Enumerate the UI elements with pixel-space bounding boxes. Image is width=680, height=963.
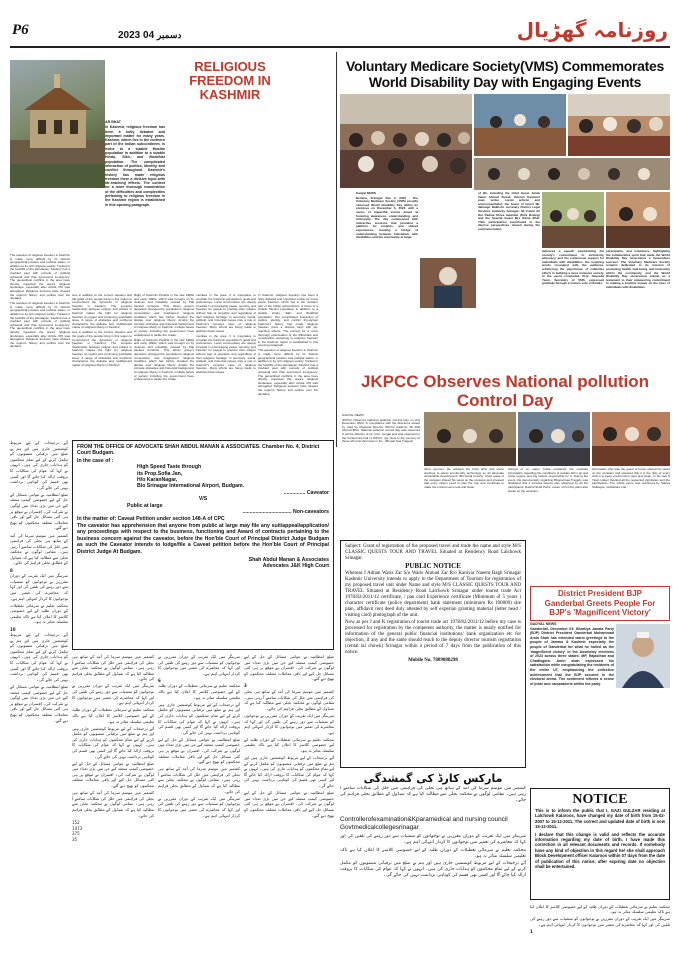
- lost-card-title: مارکس کارڈ کی گمشدگی: [363, 772, 503, 785]
- lost-card-urdu-more: [340, 834, 526, 914]
- urdu-marker-6: 6: [158, 677, 161, 683]
- urdu-col3-text-e: کشمیر میں موسم سرما کی آمد کے ساتھ ہی بجلی کی فراہمی میں خلل کی شکایات سامنے آ رہی ہیں۔ مقامی لوگوں نے محکمہ بجلی سے مطالبہ کیا ہے کہ شیڈول کے مطابق بجلی فراہم کی جائے۔: [158, 766, 240, 794]
- jkpcc-col3-text: Ahmad et al, water Colka explained the requisite information regarding the conditions of sudden fall in air and noise regime and the factors responsible for it. During the event, the documentary regarding Bhopal Gas Tragedy was displayed and 2 minutes silence was observed by all the participants. Rashid Shafi Parra, owner of hot film plant also spoke on the occasion.: [508, 468, 588, 493]
- urdu-col1-text-f: آئے ترجیحات کے لیے مربوط کوششیں جاری ہیں اور ہم نے ضلع میں ترقیاتی منصوبوں کو مکمل کرنے کے لیے تمام محکموں کو ہدایات جاری کی ہیں۔ انہوں نے کہا کہ عوام کی شکایات کا بروقت ازالہ کیا جائے گا اور کسی بھی قسم کی کوتاہی برداشت نہیں کی جائے گی۔: [10, 632, 68, 682]
- vms-event-photo-main: [340, 94, 472, 188]
- urdu-col2: [72, 654, 154, 954]
- vms-col4: [606, 250, 670, 368]
- bjp-body-text: Ganderbal, December 03: Bhartiya Janata Party (BJP) District President Ganderbal Mohammad Amin Shah has extended warm greetings to the people of Jammu & Kashmir especially the people of Ganderbal for what he hailed as the 'magnificent victory' in the Assembly elections of 2023 across three states: MP, Rajasthan and Chattisgarh. Amin shah expressed his satisfaction while congratulating the residents of the entire UT, emphasizing the collective achievement that the BJP secured in the electoral arena. The sentiment reflects a sense of pride and camaraderie within the party.: [530, 626, 614, 686]
- religious-col6: [258, 294, 318, 444]
- vms-headline: [340, 58, 670, 90]
- bjp-headline-line3: BJP's 'Magnificent Victory': [549, 608, 651, 617]
- religious-col5-text: munities in the area. It is imperative to consider the Kashmiri population's goals and preferences. Local communities are deeply invested in encouraging peace, security, and freedom for people to practice their religion without fear of prejudice and regardless of their religious heritage. In summary, social, political, and historical issues play a role in Kashmir's complex case of religious freedom. Many efforts are being made to address these issues.: [196, 294, 256, 333]
- urdu-number-a: 152: [72, 820, 80, 826]
- urdu-col3-text-b: محکمہ تعلیم نے سرمائی تعطیلات کے دوران طلبہ کے لیے خصوصی کلاسز کا اعلان کیا ہے تاکہ تعلیمی سلسلہ متاثر نہ ہو۔: [158, 683, 240, 700]
- religious-headline-line1: RELIGIOUS: [194, 59, 266, 74]
- jkpcc-col4-text: information who was the guest of honor shared his views on the occasion and stressed that it is the duty of every citizen to keep environment neat and clean. In the last S Yasin Lafeer thanked all the respected dignitaries and the participants. The whole event was anchored by Sakiya Shafayee, Gulbaharu Lott.: [592, 468, 670, 489]
- urdu-col1-text-e: محکمہ تعلیم نے سرمائی تعطیلات کے دوران طلبہ کے لیے خصوصی کلاسز کا اعلان کیا ہے تاکہ تعلیمی سلسلہ متاثر نہ ہو۔: [10, 602, 68, 625]
- religious-col2-text: The question of religious freedom in Kashmir is made more difficult by its distinct geographical location and political status, in addition to its rich religious variety. Tucked in the foothills of the Himalayas, Kashmir has a troubled past with periods of political upheaval and Pak sponsored insurgency. The geopolitical conflicts in the area have directly impacted the area's religious landscape, especially after Article 370 was abrogated. Religious tensions have shaped the region's history and politics over the decades.: [10, 254, 70, 301]
- jkpcc-headline-line1: JKPCC Observes National pollution: [360, 372, 650, 391]
- date-day: 04: [143, 30, 155, 41]
- urdu-marker-3: 3: [244, 683, 247, 689]
- lost-card-notice: [340, 772, 526, 954]
- advocate-party-line3: H/o KaranNagar,: [137, 477, 178, 484]
- masthead-rule: [10, 46, 670, 48]
- speaker-illustration: [420, 258, 476, 308]
- religious-col6-text-cont: The question of religious freedom in Kashmir is made more difficult by its distinct geographical location and political status, in addition to its rich religious variety. Tucked in the foothills of the Himalayas, Kashmir has a troubled past with periods of political upheaval and Pak sponsored insurgency. The geopolitical conflicts in the area have directly impacted the area's religious landscape, especially after Article 370 was abrogated. Religious tensions have shaped the region's history and politics over the decades.: [258, 348, 318, 396]
- tourism-public-notice: [340, 540, 526, 768]
- vms-event-photo-speaker: [420, 258, 476, 308]
- religious-col2: [10, 254, 70, 444]
- urdu-col1-text-b: ضلع انتظامیہ نے عوامی مسائل کے حل کے لیے خصوصی کیمپ منعقد کیے جن میں بڑی تعداد میں لوگوں نے شرکت کی۔ افسران نے موقع پر ہی کئی مسائل حل کیے اور باقی معاملات متعلقہ محکموں کو بھیج دیے گئے۔: [10, 491, 68, 531]
- urdu-col4-text-d: محکمہ تعلیم نے سرمائی تعطیلات کے دوران طلبہ کے لیے خصوصی کلاسز کا اعلان کیا ہے تاکہ تعلیمی سلسلہ متاثر نہ ہو۔: [244, 736, 334, 753]
- tourism-body: Whereas I Adnan Waris Zar S/o Waris Ahmad Zar R/o Kaniyar Naeem Bagh Srinagar Kashmir University intends to apply to the Department of Tourism for registration of my proposed travel unit under Name and style M/S CLASSIC QUESTS TOUR AND TRAVEL Situated at Residency Road Lalchowk Srinagar under tourist trade Act 1978/82/2011/12 certificate, / pan card Experience certificate (Minimum of 5 years ) character certificate (police department) bank statement (minimum Rs 100000) site plan, affidavit rent deed duly attested by self experian granting material (letter head / visiting card) photograph of the unit.: [345, 571, 521, 618]
- bjp-headline-line2: Ganderbal Greets People For: [544, 598, 656, 608]
- urdu-col1-text-a: آئے ترجیحات کے لیے مربوط کوششیں جاری ہیں اور ہم نے ضلع میں ترقیاتی منصوبوں کو مکمل کرنے کے لیے تمام محکموں کو ہدایات جاری کی ہیں۔ انہوں نے کہا کہ عوام کی شکایات کا بروقت ازالہ کیا جائے گا اور کسی بھی قسم کی کوتاہی برداشت نہیں کی جائے گی۔: [10, 440, 68, 490]
- religious-col3-text: cies in addition to the current situation and the goals of the people living in this region to comprehend the dynamics of religious freedom in Kashmir. The complex relationship between religion and politics in Kashmir makes the fight for religious freedom an urgent and continuing worldwide issue. A range of obstacles and problems characterize the delicate and multifaceted matter of religious liberty in Kashmir.: [72, 294, 132, 330]
- urdu-marker-8: 8: [10, 567, 13, 573]
- lost-card-body: Controllerofexamination&Kparamedical and nursing council Govtmedicalcollegesrinagar: [340, 816, 508, 831]
- religious-col5-text-cont: munities in the area. It is imperative to consider the Kashmiri population's goals and preferences. Local communities are deeply invested in encouraging peace, security, and freedom for people to practice their religion without fear of prejudice and regardless of their religious heritage. In summary, social, political, and historical issues play a role in Kashmir's complex case of religious freedom. Many efforts are being made to address these issues.: [196, 334, 256, 374]
- urdu-col4-text-a: ضلع انتظامیہ نے عوامی مسائل کے حل کے لیے خصوصی کیمپ منعقد کیے جن میں بڑی تعداد میں لوگوں نے شرکت کی۔ افسران نے موقع پر ہی کئی مسائل حل کیے اور باقی معاملات متعلقہ محکموں کو بھیج دیے گئے۔: [244, 654, 334, 682]
- advocate-party-line4: Bio Srinagar International Airport, Budgam.: [137, 483, 245, 490]
- advocate-party-line2: its Prop.Sofia Jan,: [137, 470, 183, 477]
- bjp-body: [530, 622, 614, 766]
- date-year: 2023: [118, 30, 141, 41]
- jkpcc-photo-3: [592, 412, 670, 466]
- urdu-col1: [10, 440, 68, 898]
- advocate-public: Public at large: [127, 502, 163, 509]
- religious-col2-text-cont: The question of religious freedom in Kashmir is made more difficult by its distinct geographical location and political status, in addition to its rich religious variety. Tucked in the foothills of the Himalayas, Kashmir has a troubled past with periods of political upheaval and Pak sponsored insurgency. The geopolitical conflicts in the area have directly impacted the area's religious landscape, especially after Article 370 was abrogated. Religious tensions have shaped the region's history and politics over the decades.: [10, 301, 70, 349]
- urdu-marker-1: 1: [530, 928, 533, 934]
- urdu-col2-text-a: کشمیر میں موسم سرما کی آمد کے ساتھ ہی بجلی کی فراہمی میں خلل کی شکایات سامنے آ رہی ہیں۔ مقامی لوگوں نے محکمہ بجلی سے مطالبہ کیا ہے کہ شیڈول کے مطابق بجلی فراہم کی جائے۔: [72, 654, 154, 682]
- tourism-mobile: Mobile No. 7889088298: [408, 658, 458, 663]
- dob-notice-body2: I declare that this change is valid and reflects the accurate information regarding my date of birth. I have made this correction in all relevant documents and records. If somebody have any kind of objection in this regard he/ she shall approach Block Development officer Kalaroos within 07 days from the date of publication of this notice, after expiring date no objection shall be entertained.: [535, 831, 665, 870]
- religious-col5: [196, 294, 256, 444]
- urdu-col3-text-d: ضلع انتظامیہ نے عوامی مسائل کے حل کے لیے خصوصی کیمپ منعقد کیے جن میں بڑی تعداد میں لوگوں نے شرکت کی۔ افسران نے موقع پر ہی کئی مسائل حل کیے اور باقی معاملات متعلقہ محکموں کو بھیج دیے گئے۔: [158, 736, 240, 765]
- advocate-matter: In the matter of: Caveat Petition under section 148-A of CPC: [77, 516, 225, 523]
- dob-notice-title: NOTICE: [572, 792, 628, 807]
- advocate-notice: [72, 440, 334, 650]
- page-number: P6: [12, 22, 29, 38]
- bjp-headline-box: [530, 586, 670, 621]
- religious-col1: [105, 120, 165, 270]
- vms-event-photo-guests: [568, 94, 670, 156]
- urdu-bottom-right-text-b: سرینگر میں ایک تقریب کے دوران مقررین نے نوجوانوں کو منشیات سے دور رہنے کی تلقین کی اور کہا کہ معاشرے کی تعمیر میں نوجوانوں کا کردار انتہائی اہم ہے۔: [530, 916, 670, 927]
- jkpcc-col1-text: JKPCC Observes National pollution Control Day on 2nd December 2023. In compliance with the directions issued by cited by Regional Director JKPCC Kashmir, Mr Rafi Ahmad Bhat, National pollution control day was observed in all the districts of pir, kmir, mergal and was observed in the Conference hall of JKPCC, rjpr. Here in the memory of those who lost their lives in the - Bhopal Gas Tragedy.: [342, 417, 420, 444]
- guests-illustration: [568, 94, 670, 156]
- vms-col3: [542, 250, 604, 368]
- vms-col2: [478, 192, 540, 367]
- dateline: [118, 30, 181, 41]
- jkpcc-headline-line2: Control Day: [456, 391, 554, 410]
- mosque-illustration: [10, 60, 105, 188]
- bjp-headline-line1: District President BJP: [557, 589, 643, 598]
- stage-illustration: [474, 94, 566, 156]
- religious-col3: [72, 294, 132, 444]
- advocate-party-name: High Speed Taste through: [137, 464, 202, 471]
- conference-illustration: [424, 412, 516, 466]
- advocate-body: The caveator has apprehension that anyone from public at large may file any suit/appeal/application/ any proceedings with respect to the business, functioning and Award of contracts pertaining to the business concern against the caveator, before the Hon'ble Court of Principal District Judge Budgam as such the Caveator intends to lodge/file a Caveat petition before the Hon'ble Court of Principal District Judge At Budgam.: [77, 522, 329, 555]
- urdu-col4: [244, 654, 334, 954]
- award-illustration: [606, 192, 670, 248]
- jkpcc-col1: [342, 414, 420, 536]
- dob-notice-body1: This is to inform the public that I, GAZI GULZAR residing at Lalchowk Kalaroos, have changed my date of birth from 15-02-2007 to 15-12-2011. The correct and updated date of birth is now 15-12-2011.: [535, 808, 665, 830]
- bjp-leader-photo: [616, 624, 670, 688]
- vms-col4-text: participants, and volunteers, highlighting the collaborative spirit that made the World Disability Day observance a tremendous success. The Voluntary Medicare Society remains dedicated to its mission of promoting health, well-being, and inclusivity within the community, and the World Disability Day observance stands as a testament to their unwavering commitment to making a positive impact on the lives of individuals with disabilities.: [606, 250, 670, 289]
- jkpcc-photo-1: [424, 412, 516, 466]
- religious-col4: [134, 294, 194, 444]
- religious-col4-text-cont: Right of Kashmiri Pandits in the late 1980s and early 1990s, which was brought on by violence and instability caused by Pak backed terrorists. This Hindu group's departure changed the population's religious composition and heightened religious hostilities which has further clouded the debate over religious liberty. Amidst the intricate obstacles and historical background of religious liberty in Kashmir, multiple facets of society including the government have endeavored to tackle the matter.: [134, 337, 194, 382]
- vms-event-photo-hall: [474, 158, 670, 190]
- religious-headline-line2: FREEDOM IN KASHMIR: [189, 73, 271, 102]
- urdu-col4-text-b: کشمیر میں موسم سرما کی آمد کے ساتھ ہی بجلی کی فراہمی میں خلل کی شکایات سامنے آ رہی ہیں۔ مقامی لوگوں نے محکمہ بجلی سے مطالبہ کیا ہے کہ شیڈول کے مطابق بجلی فراہم کی جائے۔: [244, 689, 334, 711]
- urdu-number-b: 1473: [72, 825, 83, 831]
- urdu-col2-text-d: آئے ترجیحات کے لیے مربوط کوششیں جاری ہیں اور ہم نے ضلع میں ترقیاتی منصوبوں کو مکمل کرنے کے لیے تمام محکموں کو ہدایات جاری کی ہیں۔ انہوں نے کہا کہ عوام کی شکایات کا بروقت ازالہ کیا جائے گا اور کسی بھی قسم کی کوتاہی برداشت نہیں کی جائے گی۔: [72, 725, 154, 759]
- vms-headline-line1: Voluntary Medicare Society(VMS) Commemorates: [346, 58, 664, 74]
- byline-name: AR BHAT: [105, 120, 121, 124]
- urdu-col3: [158, 654, 240, 954]
- vms-event-photo-award: [606, 192, 670, 248]
- urdu-col2-text-b: سرینگر میں ایک تقریب کے دوران مقررین نے نوجوانوں کو منشیات سے دور رہنے کی تلقین کی اور کہا کہ معاشرے کی تعمیر میں نوجوانوں کا کردار انتہائی اہم ہے۔: [72, 683, 154, 706]
- tourism-subject: Subject: Grant of registration of the proposed travel and trade the name and style M/S CLASSIC QUESTS TOUR AND TRAVEL Situated at Residency Road Lalchowk Srinagar: [345, 544, 521, 561]
- urdu-number-d: 35: [72, 836, 78, 842]
- vms-col1-text: Bemina, Srinagar Dec 3, 2023 - The Voluntary Medicare Society (VMS) proudly observed World Disability Day within its premises on December 3, 2023, with a series of impactful events aimed at fostering awareness, understanding, and inclusivity. The day commenced with interactive sessions that provided a platform for insights, and shared experiences, creating a bridge of understanding between individuals with disabilities and the community at large.: [356, 195, 418, 240]
- vms-headline-line2: World Disability Day with Engaging Events: [368, 74, 642, 90]
- advocate-case-label: In the case of :: [77, 457, 114, 464]
- paper-name: روزنامہ گھڑیال: [516, 18, 668, 42]
- urdu-col3-text-f: سرینگر میں ایک تقریب کے دوران مقررین نے نوجوانوں کو منشیات سے دور رہنے کی تلقین کی اور کہا کہ معاشرے کی تعمیر میں نوجوانوں کا کردار انتہائی اہم ہے۔: [158, 795, 240, 818]
- vms-event-photo-group: [542, 192, 604, 248]
- vms-col3-text: delivered a speech emphasizing the society's commitment to inclusivity, advocacy, and the continuous support for individuals with disabilities. His inspiring words resonated with the audience, reinforcing the importance of collective efforts in building a more inclusive society. In the event concluded, Prof. Naseeda Yasin, Secretary of VMS, expressed gratitude through a sincere vote of thanks.: [542, 250, 604, 286]
- religious-headline: [160, 60, 300, 102]
- jkpcc-photo-2: [518, 412, 590, 466]
- advocate-header: FROM THE OFFICE OF ADVOCATE SHAH ABDUL MANAN & ASSOCIATES. Chamber No. 4, District Court Budgam.: [77, 444, 320, 457]
- tourism-body2: Now as per J and K registration of tourist trade act 1978/82/2011/12 before my case is processed for registration by the competent authority, the matter is nearly notified for information of the general public financial institutions/ bank organization etc for objection, if any and the same should reach to the deputy director tourism registration (cental lal chowk) Srinagar within a period of 7 days from the publication of this notice.: [345, 620, 521, 655]
- urdu-col2-text-e: ضلع انتظامیہ نے عوامی مسائل کے حل کے لیے خصوصی کیمپ منعقد کیے جن میں بڑی تعداد میں لوگوں نے شرکت کی۔ افسران نے موقع پر ہی کئی مسائل حل کیے اور باقی معاملات متعلقہ محکموں کو بھیج دیے گئے۔: [72, 760, 154, 789]
- participants-illustration: [592, 412, 670, 466]
- religious-col3-text-cont: cies in addition to the current situation and the goals of the people living in this region to comprehend the dynamics of religious freedom in Kashmir. The complex relationship between religion and politics in Kashmir makes the fight for religious freedom an urgent and continuing worldwide issue. A range of obstacles and problems characterize the delicate and multifaceted matter of religious liberty in Kashmir.: [72, 330, 132, 367]
- advocate-caveator: ............... Caveator: [283, 489, 329, 496]
- advocate-versus: V/S: [198, 496, 208, 503]
- leader-portrait-illustration: [616, 624, 670, 688]
- lost-card-urdu-p3: محکمہ تعلیم نے سرمائی تعطیلات کے دوران طلبہ کے لیے خصوصی کلاسز کا اعلان کیا ہے تاکہ تعلیمی سلسلہ متاثر نہ ہو۔: [340, 847, 526, 859]
- urdu-number-c: 375: [72, 831, 80, 837]
- hall-illustration: [474, 158, 670, 190]
- urdu-col1-text-d: سرینگر میں ایک تقریب کے دوران مقررین نے نوجوانوں کو منشیات سے دور رہنے کی تلقین کی اور کہا کہ معاشرے کی تعمیر میں نوجوانوں کا کردار انتہائی اہم ہے۔: [10, 573, 68, 601]
- jkpcc-col2-text: other sources. He advised the brick kilns and stone crushers to adopt eco-friendly technology so all advocate sustainable development. Bill social forestry, Chief guest of the occasion shared his views on the occasion and stressed that every citizen need to play the role and contribute to make the environment neat and clean.: [424, 468, 504, 489]
- lost-card-urdu-text: [340, 786, 526, 814]
- religious-col6-text: In Kashmir, religious freedom has been a hotly debated and important matter for many years. Kashmir, which lies in the northern part of the Indian subcontinent, is home to a sizable Muslim population in addition to a sizable Hindu, Sikh, and Buddhist population. The complicated interaction of politics, identity, and conflict throughout Kashmir's history has made religious freedom there a divisive topic with far-reaching effects. The context for a more thorough examination of the difficulties and complexities pertaining to religious freedom in the Kashmir region is established in this opening paragraph.: [258, 294, 318, 348]
- lost-card-urdu-p4: آئے ترجیحات کے لیے مربوط کوششیں جاری ہیں اور ہم نے ضلع میں ترقیاتی منصوبوں کو مکمل کرنے کے لیے تمام محکموں کو ہدایات جاری کی ہیں۔ انہوں نے کہا کہ عوام کی شکایات کا بروقت ازالہ کیا جائے گا اور کسی بھی قسم کی کوتاہی برداشت نہیں کی جائے گی۔: [340, 861, 526, 878]
- religious-lede: In Kashmir, religious freedom has been a hotly debated and important matter for many years. Kashmir, which lies in the northern part of the Indian subcontinent, is home to a sizable Muslim population in addition to a sizable Hindu, Sikh, and Buddhist population. The complicated interaction of politics, identity, and conflict throughout Kashmir's history has made religious freedom there a divisive topic with far-reaching effects. The context for a more thorough examination of the difficulties and complexities pertaining to religious freedom in the Kashmir region is established in this opening paragraph.: [105, 125, 165, 207]
- urdu-col1-text-c: کشمیر میں موسم سرما کی آمد کے ساتھ ہی بجلی کی فراہمی میں خلل کی شکایات سامنے آ رہی ہیں۔ مقامی لوگوں نے محکمہ بجلی سے مطالبہ کیا ہے کہ شیڈول کے مطابق بجلی فراہم کی جائے۔: [10, 532, 68, 566]
- bjp-article: [530, 586, 670, 768]
- group-illustration: [542, 192, 604, 248]
- urdu-col4-text-f: ضلع انتظامیہ نے عوامی مسائل کے حل کے لیے خصوصی کیمپ منعقد کیے جن میں بڑی تعداد میں لوگوں نے شرکت کی۔ افسران نے موقع پر ہی کئی مسائل حل کیے اور باقی معاملات متعلقہ محکموں کو بھیج دیے گئے۔: [244, 790, 334, 818]
- urdu-col3-text-a: سرینگر میں ایک تقریب کے دوران مقررین نے نوجوانوں کو منشیات سے دور رہنے کی تلقین کی اور کہا کہ معاشرے کی تعمیر میں نوجوانوں کا کردار انتہائی اہم ہے۔: [158, 654, 240, 676]
- advocate-non-caveators: .................................. Non-caveators: [242, 509, 329, 516]
- kashmir-photo: [10, 60, 105, 188]
- urdu-col2-text-c: محکمہ تعلیم نے سرمائی تعطیلات کے دوران طلبہ کے لیے خصوصی کلاسز کا اعلان کیا ہے تاکہ تعلیمی سلسلہ متاثر نہ ہو۔: [72, 707, 154, 724]
- advocate-signature-name: Shah Abdul Manan & Associates: [248, 556, 329, 563]
- lost-card-urdu-p: کشمیر میں موسم سرما کی آمد کے ساتھ ہی بجلی کی فراہمی میں خلل کی شکایات سامنے آ رہی ہیں۔ مقامی لوگوں نے محکمہ بجلی سے مطالبہ کیا ہے کہ شیڈول کے مطابق بجلی فراہم کی جائے۔: [340, 786, 526, 803]
- urdu-bottom-right-text: محکمہ تعلیم نے سرمائی تعطیلات کے دوران طلبہ کے لیے خصوصی کلاسز کا اعلان کیا ہے تاکہ تعلیمی سلسلہ متاثر نہ ہو۔: [530, 904, 670, 915]
- jkpcc-byline: GADYAL NEWS: [342, 414, 364, 417]
- religious-col4-text: Right of Kashmiri Pandits in the late 1980s and early 1990s, which was brought on by violence and instability caused by Pak backed terrorists. This Hindu group's departure changed the population's religious composition and heightened religious hostilities which has further clouded the debate over religious liberty. Amidst the intricate obstacles and historical background of religious liberty in Kashmir, multiple facets of society including the government have endeavored to tackle the matter.: [134, 294, 194, 337]
- tourism-title: PUBLIC NOTICE: [405, 562, 461, 570]
- urdu-marker-10: 10: [10, 626, 16, 632]
- jkpcc-col3: [508, 468, 588, 536]
- audience-illustration: [340, 94, 472, 188]
- urdu-col4-text-c: سرینگر میں ایک تقریب کے دوران مقررین نے نوجوانوں کو منشیات سے دور رہنے کی تلقین کی اور کہا کہ معاشرے کی تعمیر میں نوجوانوں کا کردار انتہائی اہم ہے۔: [244, 712, 334, 735]
- vms-byline: Gadyal NEWS: [356, 192, 376, 195]
- vms-col1: [356, 192, 418, 367]
- urdu-col3-text-c: آئے ترجیحات کے لیے مربوط کوششیں جاری ہیں اور ہم نے ضلع میں ترقیاتی منصوبوں کو مکمل کرنے کے لیے تمام محکموں کو ہدایات جاری کی ہیں۔ انہوں نے کہا کہ عوام کی شکایات کا بروقت ازالہ کیا جائے گا اور کسی بھی قسم کی کوتاہی برداشت نہیں کی جائے گی۔: [158, 701, 240, 735]
- jkpcc-col4: [592, 468, 670, 536]
- religious-article: [10, 52, 330, 432]
- vms-event-photo-stage: [474, 94, 566, 156]
- urdu-bottom-right: [530, 904, 670, 954]
- vertical-divider: [336, 52, 337, 447]
- jkpcc-col2: [424, 468, 504, 536]
- meeting-illustration: [518, 412, 590, 466]
- urdu-col2-text-f: کشمیر میں موسم سرما کی آمد کے ساتھ ہی بجلی کی فراہمی میں خلل کی شکایات سامنے آ رہی ہیں۔ مقامی لوگوں نے محکمہ بجلی سے مطالبہ کیا ہے کہ شیڈول کے مطابق بجلی فراہم کی جائے۔: [72, 790, 154, 818]
- date-month: دسمبر: [156, 30, 182, 40]
- lost-card-urdu-p2: سرینگر میں ایک تقریب کے دوران مقررین نے نوجوانوں کو منشیات سے دور رہنے کی تلقین کی اور کہا کہ معاشرے کی تعمیر میں نوجوانوں کا کردار انتہائی اہم ہے۔: [340, 834, 526, 845]
- dob-notice: [530, 788, 670, 900]
- bjp-byline: GADYAL NEWS: [530, 622, 557, 626]
- urdu-col4-text-e: آئے ترجیحات کے لیے مربوط کوششیں جاری ہیں اور ہم نے ضلع میں ترقیاتی منصوبوں کو مکمل کرنے کے لیے تمام محکموں کو ہدایات جاری کی ہیں۔ انہوں نے کہا کہ عوام کی شکایات کا بروقت ازالہ کیا جائے گا اور کسی بھی قسم کی کوتاہی برداشت نہیں کی جائے گی۔: [244, 755, 334, 789]
- advocate-signature-title: Advocates J&K High Court: [262, 563, 329, 570]
- vms-col2-text: of life, including the Chief Guest Janab Zamir Ahmad Zareef, Veteran Kashmiri poet, writer, social activist and environmentalist; the Guest of Honor Mr. Jahangir Bakhshi, secretary District Legal Services Authority Srinagar; Mr Faisal Ali Dar Padma Shree Awardee (Kick Boxing) and the Special Guest Mrs Rama Bhat. Their participation contributed to the diverse perspectives shared during the commemoration.: [478, 192, 540, 231]
- urdu-col1-text-g: ضلع انتظامیہ نے عوامی مسائل کے حل کے لیے خصوصی کیمپ منعقد کیے جن میں بڑی تعداد میں لوگوں نے شرکت کی۔ افسران نے موقع پر ہی کئی مسائل حل کیے اور باقی معاملات متعلقہ محکموں کو بھیج دیے گئے۔: [10, 683, 68, 723]
- jkpcc-headline: [340, 372, 670, 410]
